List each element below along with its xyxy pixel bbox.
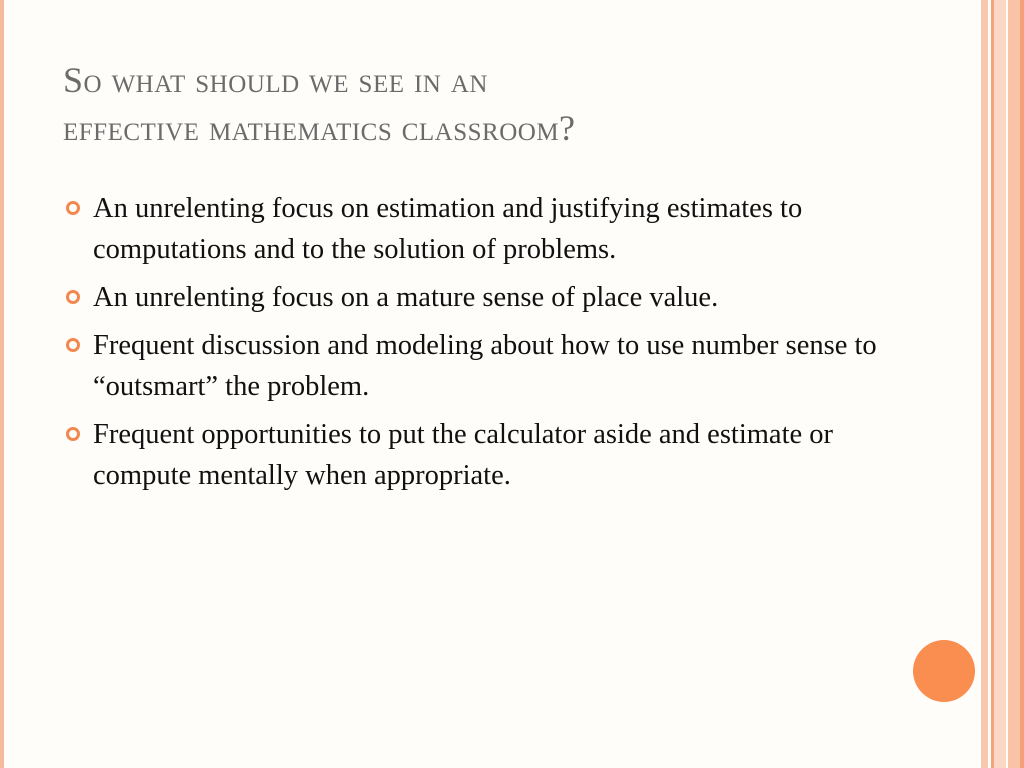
right-decorative-stripes (978, 0, 1024, 768)
orange-ring-bullet-icon (66, 290, 80, 304)
left-border-stripe (0, 0, 4, 768)
orange-ring-bullet-icon (66, 338, 80, 352)
bullet-item (66, 277, 896, 318)
orange-ring-bullet-icon (66, 201, 80, 215)
stripe (1020, 0, 1024, 768)
bullet-item (66, 188, 896, 270)
bullet-item (66, 325, 896, 407)
bullet-text: An unrelenting focus on a mature sense of place value. (93, 282, 719, 313)
slide-title-line-2: effective mathematics classroom? (63, 108, 576, 148)
slide-title (63, 56, 923, 152)
stripe (994, 0, 1006, 768)
bullet-text: Frequent discussion and modeling about how to use number sense to “outsmart” the problem. (93, 330, 877, 402)
stripe (981, 0, 988, 768)
bullet-text: Frequent opportunities to put the calculator aside and estimate or compute mentally when appropriate. (93, 419, 833, 491)
bullet-item (66, 414, 896, 496)
bullet-list (66, 188, 896, 503)
stripe (1008, 0, 1020, 768)
slide-title-line-1: So what should we see in an (63, 60, 488, 100)
orange-circle-decoration (913, 640, 975, 702)
bullet-text: An unrelenting focus on estimation and justifying estimates to computations and to the solution of problems. (93, 193, 803, 265)
orange-ring-bullet-icon (66, 427, 80, 441)
